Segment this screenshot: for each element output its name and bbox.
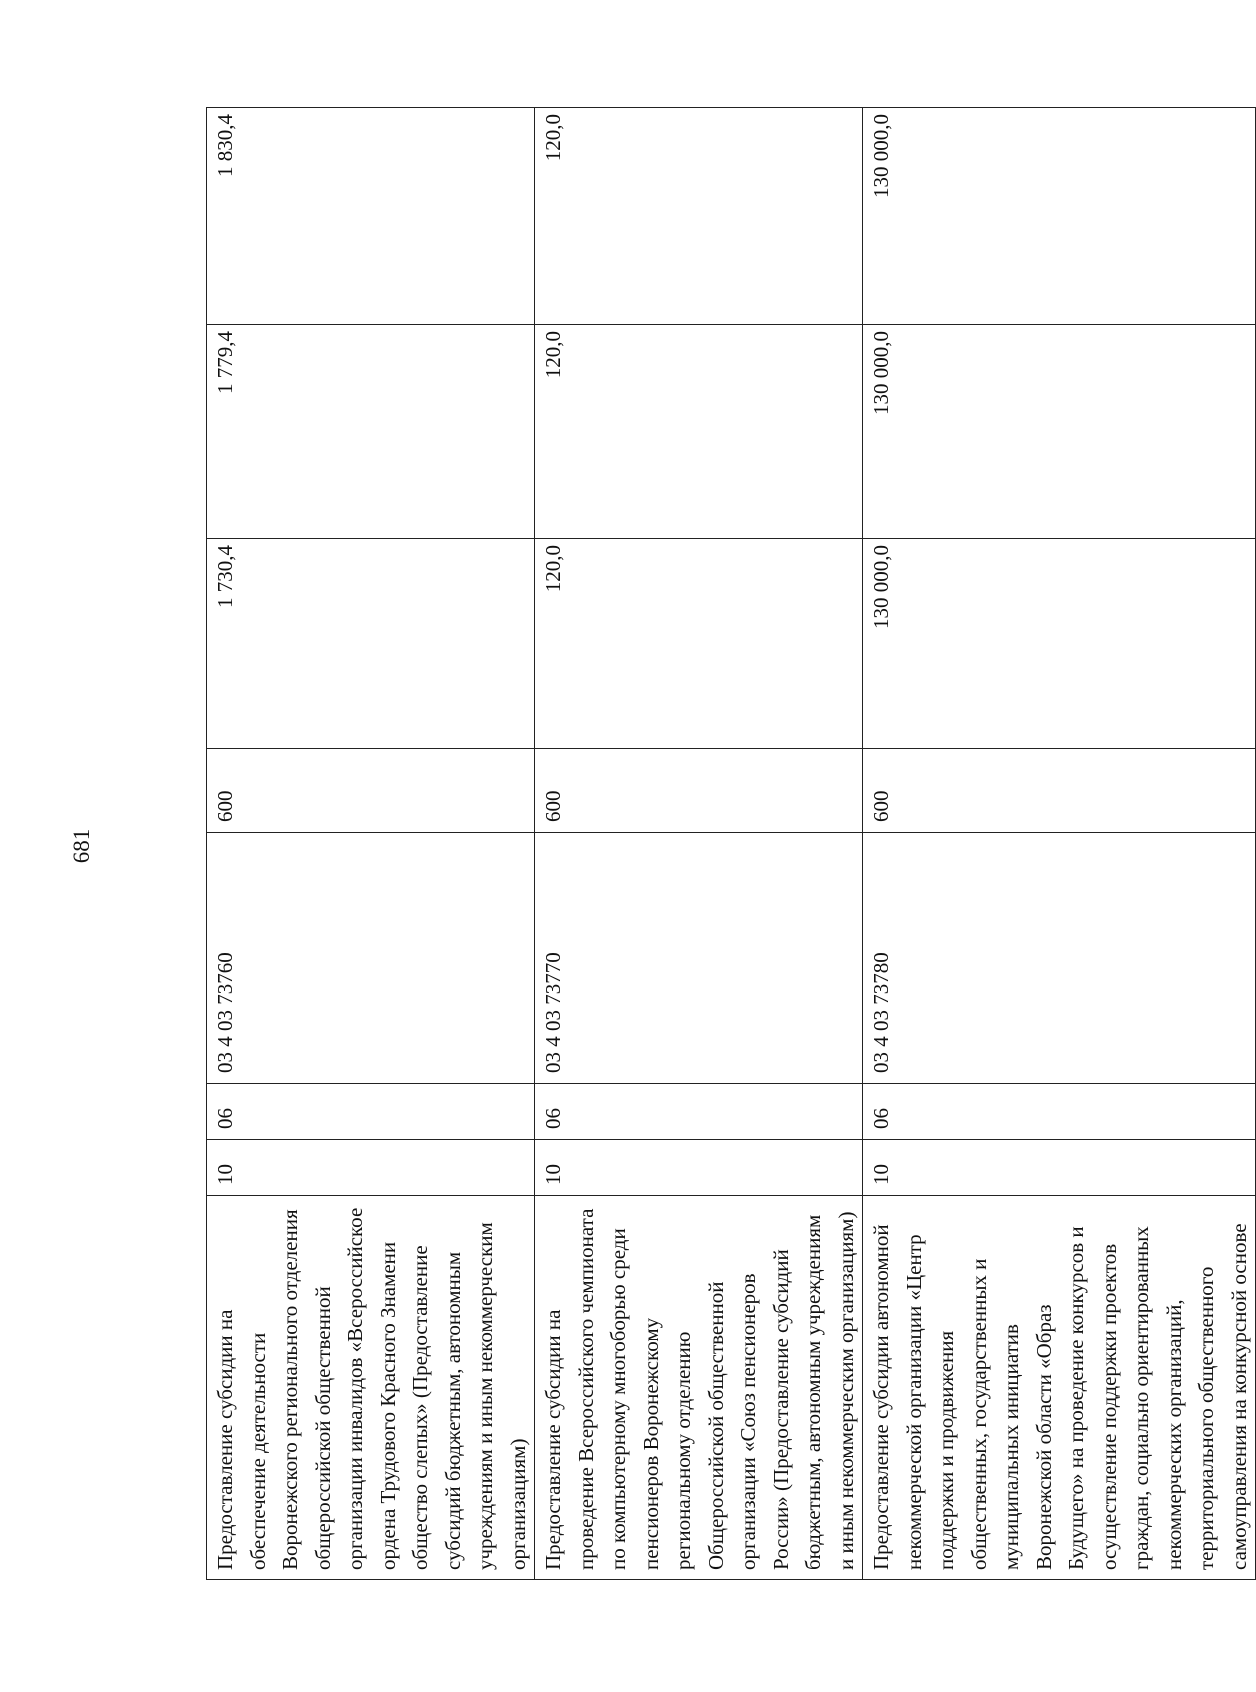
table-row (863, 108, 1256, 1580)
row-amount-year2: 1 779,4 (207, 325, 535, 539)
row-amount-year3: 1 830,4 (207, 108, 535, 325)
table-row (535, 108, 863, 1580)
table-row (207, 108, 535, 1580)
row-target-code: 03 4 03 73760 (207, 833, 535, 1084)
row-amount-year3: 130 000,0 (863, 108, 1256, 325)
row-description: Предоставление субсидии автономной некоммерческой организации «Центр поддержки и продвижения общественных, государственных и муниципальных инициатив Воронежской области «Образ Будущего» на проведение конкурсов и осуществление поддержки проектов граждан, социально ориентированных некоммерческих организаций, территориального общественного самоуправления на конкурсной основе (863, 1196, 1256, 1580)
row-subsection: 06 (863, 1084, 1256, 1140)
page-number: 681 (69, 828, 94, 864)
row-target-code: 03 4 03 73770 (535, 833, 863, 1084)
row-section: 10 (863, 1140, 1256, 1196)
row-description: Предоставление субсидии на проведение Всероссийского чемпионата по компьютерному многоборью среди пенсионеров Воронежскому региональному отделению Общероссийской общественной организации «Союз пенсионеров России» (Предоставление субсидий бюджетным, автономным учреждениям и иным некоммерческим организациям) (535, 1196, 863, 1580)
row-amount-year2: 120,0 (535, 325, 863, 539)
row-amount-year3: 120,0 (535, 108, 863, 325)
row-description: Предоставление субсидии на обеспечение деятельности Воронежского регионального отделения общероссийской общественной организации инвалидов «Всероссийское ордена Трудового Красного Знамени общество слепых» (Предоставление субсидий бюджетным, автономным учреждениям и иным некоммерческим организациям) (207, 1196, 535, 1580)
row-subsection: 06 (207, 1084, 535, 1140)
row-amount-year2: 130 000,0 (863, 325, 1256, 539)
row-expense-type: 600 (535, 749, 863, 833)
row-target-code: 03 4 03 73780 (863, 833, 1256, 1084)
row-amount-year1: 120,0 (535, 539, 863, 749)
row-subsection: 06 (535, 1084, 863, 1140)
budget-table (206, 107, 1256, 1580)
row-section: 10 (535, 1140, 863, 1196)
budget-table-container (206, 108, 1251, 1580)
row-section: 10 (207, 1140, 535, 1196)
row-amount-year1: 1 730,4 (207, 539, 535, 749)
row-amount-year1: 130 000,0 (863, 539, 1256, 749)
row-expense-type: 600 (207, 749, 535, 833)
row-expense-type: 600 (863, 749, 1256, 833)
